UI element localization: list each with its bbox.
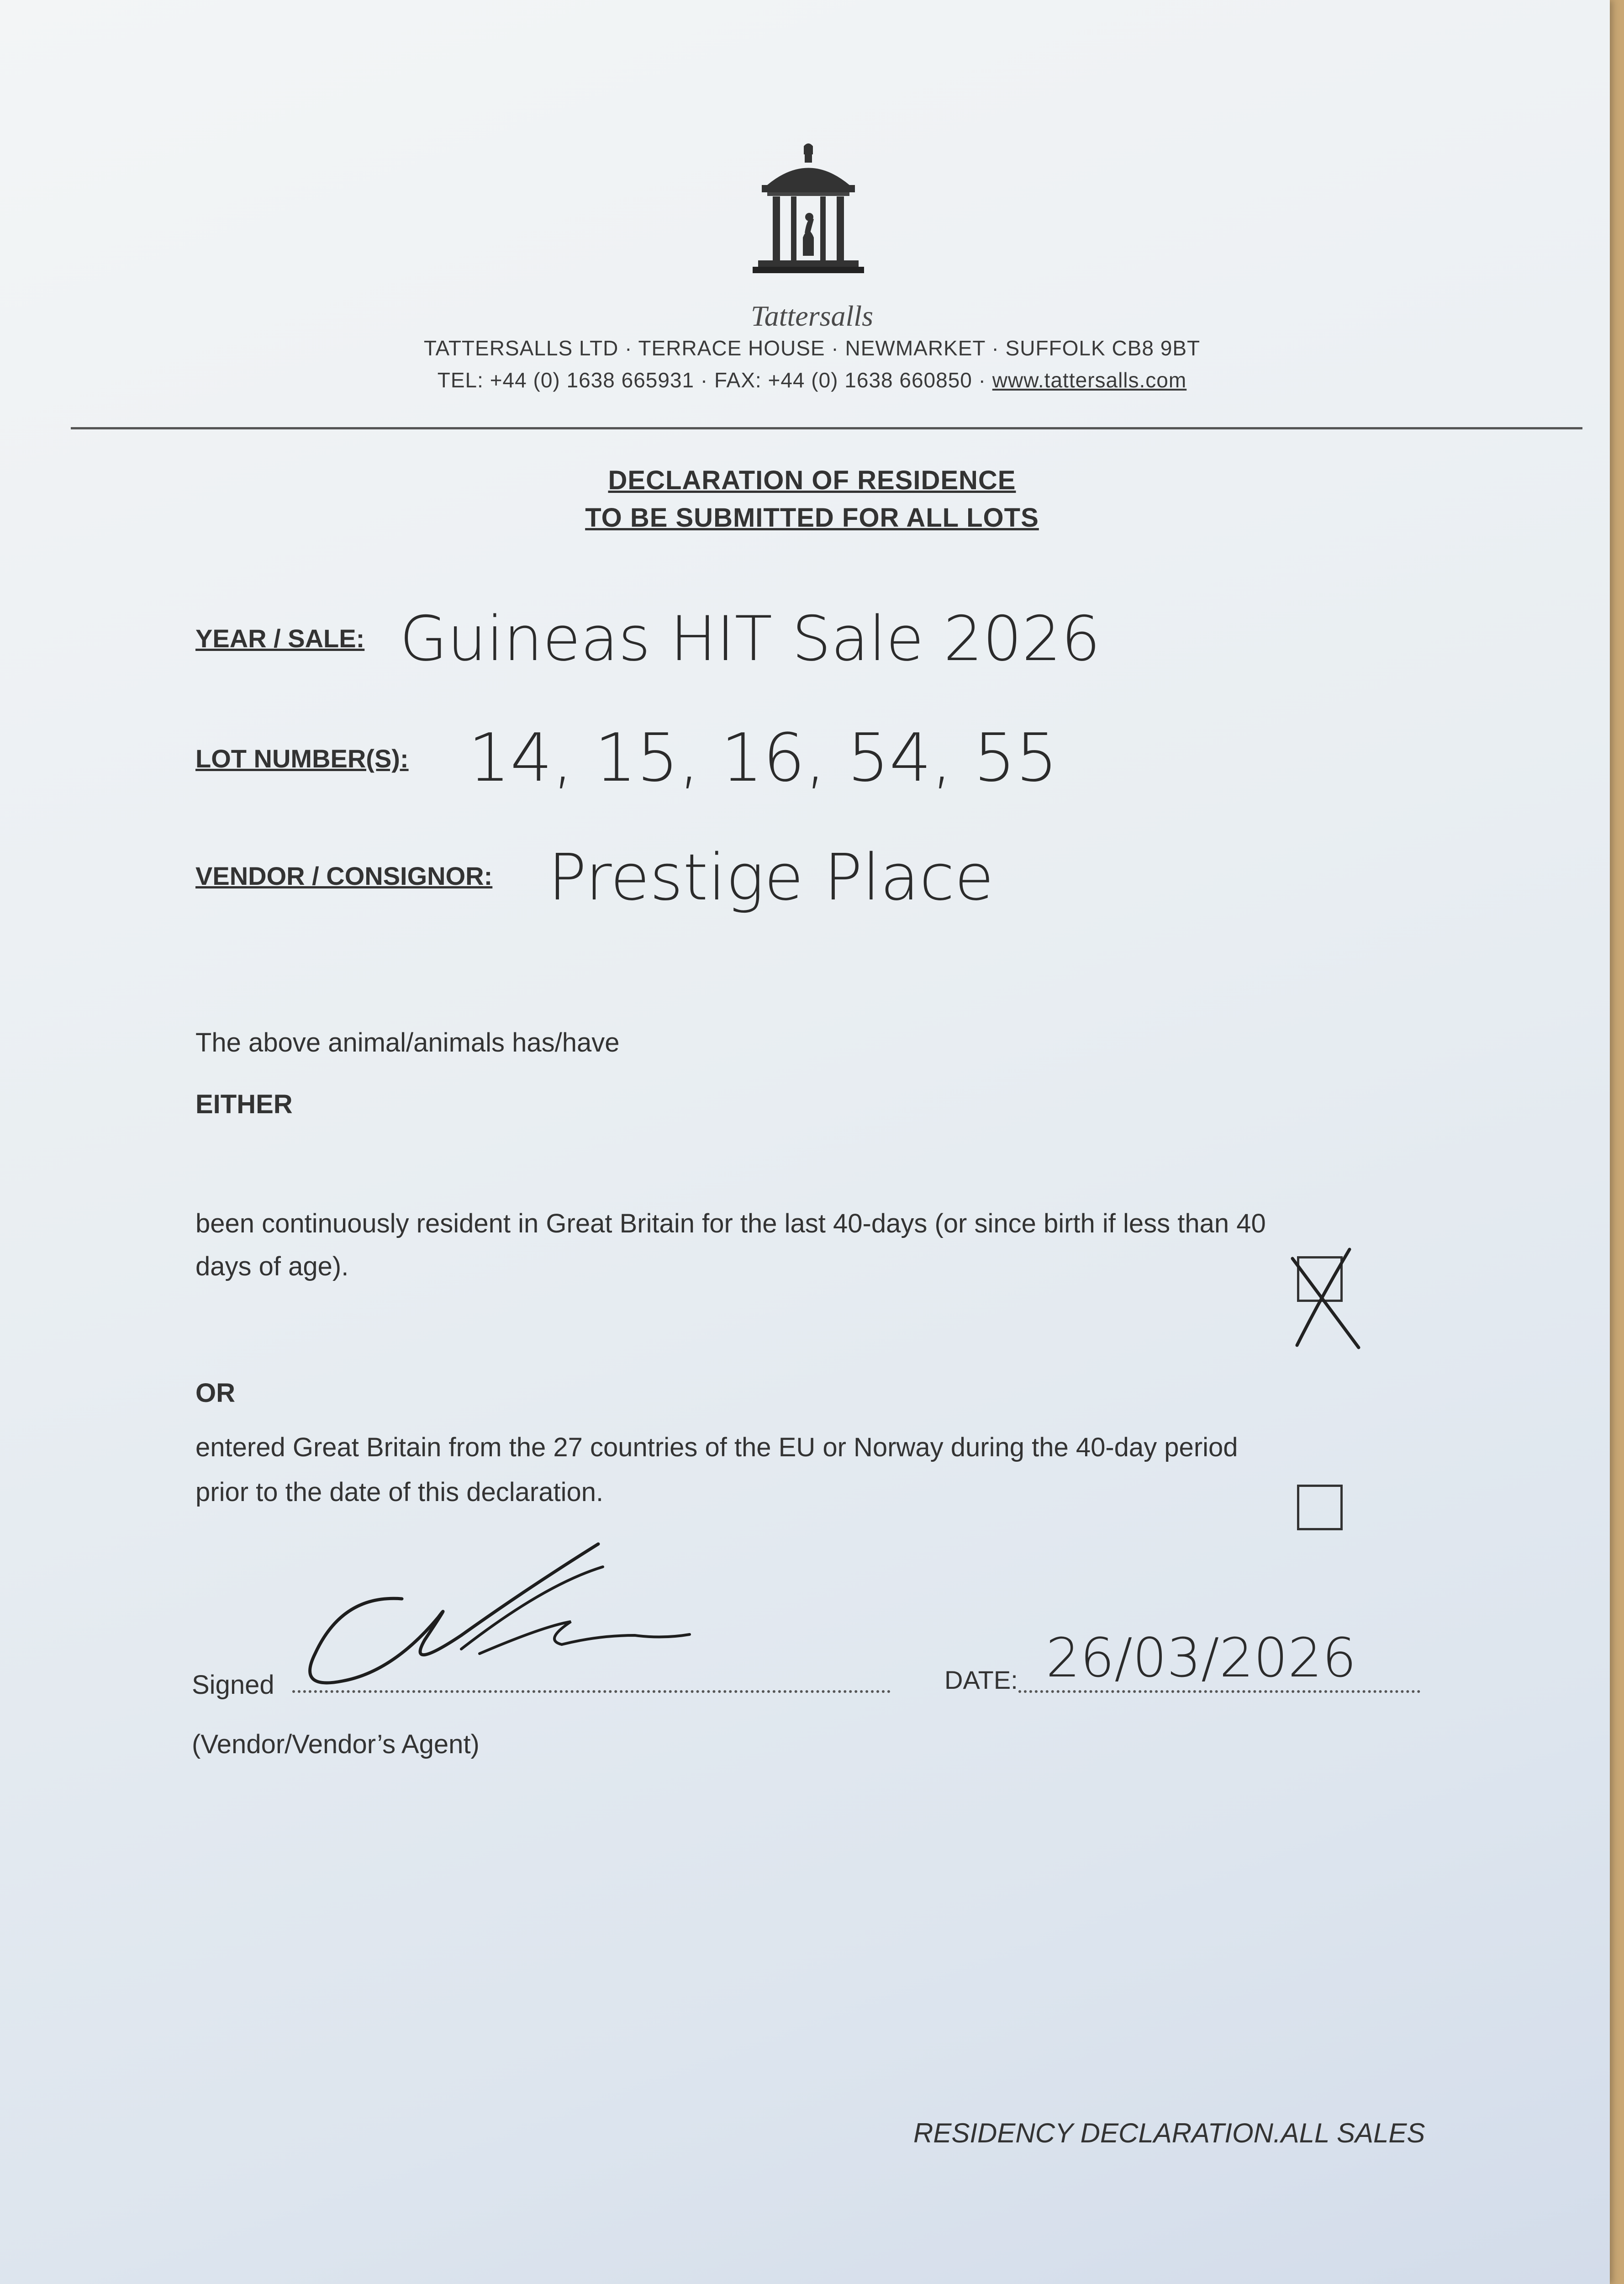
option2-checkbox[interactable] [1297, 1485, 1343, 1530]
year-sale-value[interactable]: Guineas HIT Sale 2026 [400, 603, 1101, 675]
address-line: TATTERSALLS LTD · TERRACE HOUSE · NEWMARKET · SUFFOLK CB8 9BT [423, 336, 1201, 360]
signed-label: Signed [192, 1670, 274, 1700]
contact-numbers: TEL: +44 (0) 1638 665931 · FAX: +44 (0) 1638 660850 · [437, 368, 992, 392]
handwritten-signature [288, 1535, 708, 1718]
declaration-intro: The above animal/animals has/have [195, 1028, 620, 1057]
document-title: DECLARATION OF RESIDENCE [608, 465, 1016, 495]
vendor-label: VENDOR / CONSIGNOR: [195, 862, 493, 890]
document-subtitle: TO BE SUBMITTED FOR ALL LOTS [585, 503, 1039, 533]
year-sale-label: YEAR / SALE: [195, 624, 365, 653]
date-value[interactable]: 26/03/2026 [1046, 1626, 1357, 1689]
option1-checkbox[interactable] [1297, 1256, 1343, 1302]
header-divider [71, 427, 1582, 429]
footer-code: RESIDENCY DECLARATION.ALL SALES [913, 2118, 1425, 2148]
vendor-value[interactable]: Prestige Place [548, 841, 994, 915]
lot-numbers-value[interactable]: 14, 15, 16, 54, 55 [468, 719, 1058, 797]
option1-text-line2: days of age). [195, 1252, 349, 1281]
either-label: EITHER [195, 1089, 293, 1119]
contact-line [0, 368, 1610, 392]
brand-name: Tattersalls [751, 300, 873, 332]
lot-numbers-label: LOT NUMBER(S): [195, 744, 409, 773]
cross-mark-icon [1279, 1231, 1370, 1332]
or-label: OR [195, 1378, 235, 1408]
option2-text-line2: prior to the date of this declaration. [195, 1477, 604, 1507]
website-link[interactable]: www.tattersalls.com [992, 368, 1187, 392]
signatory-role: (Vendor/Vendor’s Agent) [192, 1729, 480, 1759]
option2-text-line1: entered Great Britain from the 27 countries of the EU or Norway during the 40-day period [195, 1433, 1238, 1462]
date-label: DATE: [944, 1665, 1018, 1694]
tattersalls-logo [749, 142, 868, 292]
date-line [1018, 1690, 1420, 1693]
option1-text-line1: been continuously resident in Great Britain for the last 40-days (or since birth if less than 40 [195, 1209, 1266, 1238]
